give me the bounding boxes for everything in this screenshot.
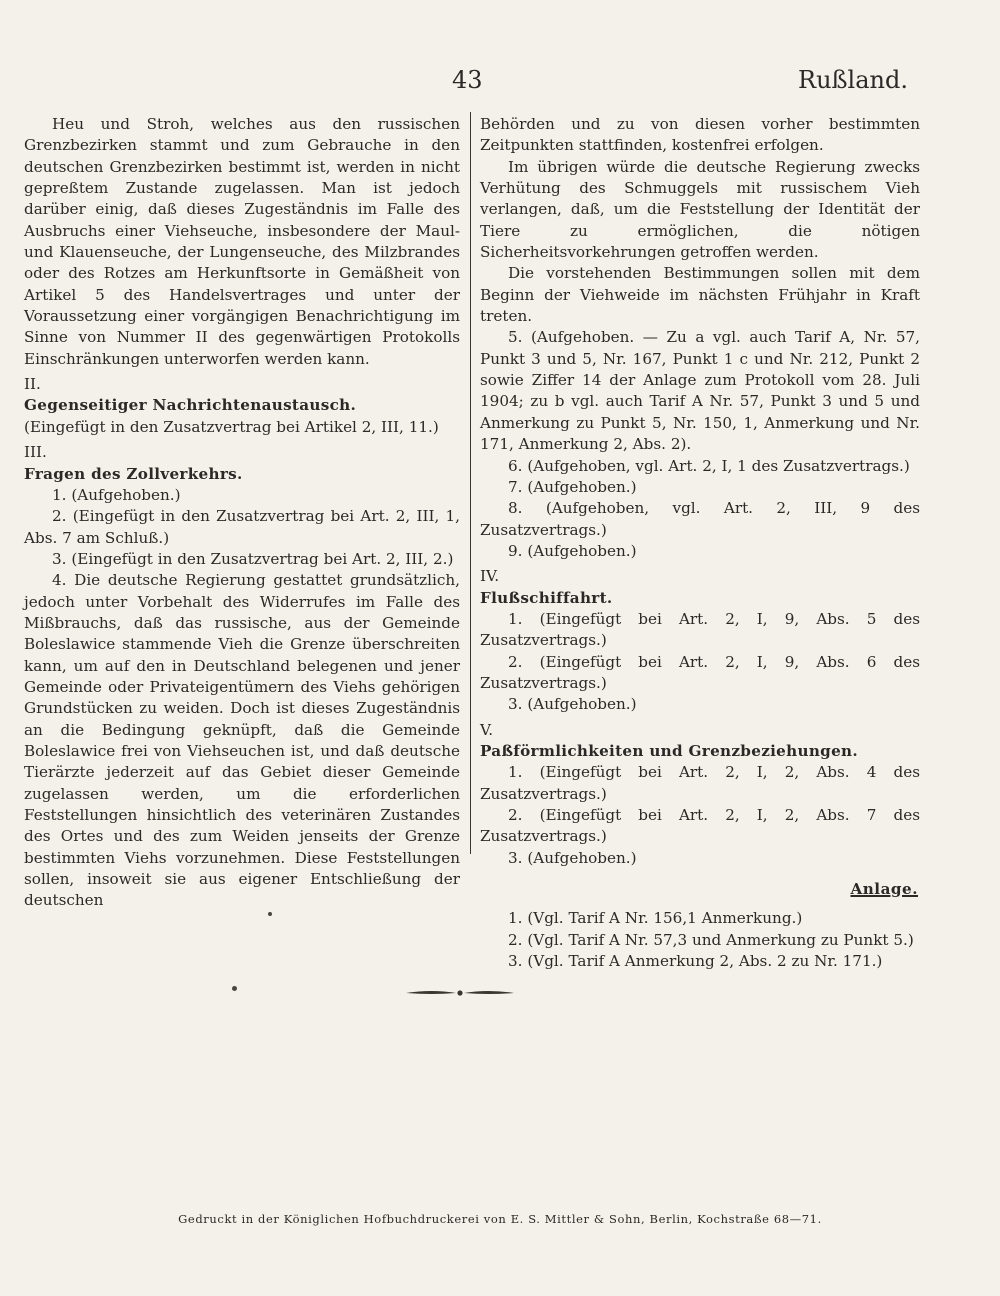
section-numeral-iv: IV. xyxy=(480,567,500,586)
list-item: 7. (Aufgehoben.) xyxy=(508,477,637,496)
list-item: 2. (Eingefügt in den Zusatzvertrag bei Art. 2, III, 1, Abs. 7 am Schluß.) xyxy=(24,507,460,547)
page-number: 43 xyxy=(452,66,483,94)
section-numeral-v: V. xyxy=(480,720,494,739)
paragraph-effective-date: Die vorstehenden Bestimmungen sollen mit dem Beginn der Viehweide im nächsten Frühjahr in Kraft treten. xyxy=(480,264,920,326)
paragraph-smuggling: Im übrigen würde die deutsche Regierung zwecks Verhütung des Schmuggels mit russischem Vieh verlangen, daß, um die Feststellung der Identität der Tiere zu ermöglichen, die nötigen Sicherheitsvorkehrungen getroffen werden. xyxy=(480,157,920,262)
list-item: 8. (Aufgehoben, vgl. Art. 2, III, 9 des Zusatzvertrags.) xyxy=(480,499,920,539)
printer-imprint: Gedruckt in der Königlichen Hofbuchdruckerei von E. S. Mittler & Sohn, Berlin, Kochstraße 68—71. xyxy=(178,1212,822,1226)
paragraph-hay-straw: Heu und Stroh, welches aus den russischen Grenzbezirken stammt und zum Gebrauche in den deutschen Grenzbezirken bestimmt ist, werden in nicht gepreßtem Zustande zugelassen. Man ist jedoch darüber einig, daß dieses Zugeständnis im Falle des Ausbruchs einer Viehseuche, insbesondere der Maul- und Klauenseuche, der Lungenseuche, des Milzbrandes oder des Rotzes am Herkunftsorte in Gemäßheit von Artikel 5 des Handelsvertrages und unter der Voraussetzung einer vorgängigen Benachrichtigung im Sinne von Nummer II des gegenwärtigen Protokolls Einschränkungen unterworfen werden kann. xyxy=(24,115,460,368)
list-item: 2. (Eingefügt bei Art. 2, I, 2, Abs. 7 des Zusatzvertrags.) xyxy=(480,806,920,846)
section-note-ii: (Eingefügt in den Zusatzvertrag bei Artikel 2, III, 11.) xyxy=(24,417,439,436)
list-item: 3. (Eingefügt in den Zusatzvertrag bei Art. 2, III, 2.) xyxy=(52,549,454,568)
list-item: 1. (Vgl. Tarif A Nr. 156,1 Anmerkung.) xyxy=(508,909,803,928)
page-header xyxy=(0,66,1000,100)
list-item: 9. (Aufgehoben.) xyxy=(508,541,637,560)
list-item: 3. (Aufgehoben.) xyxy=(508,848,637,867)
section-numeral-ii: II. xyxy=(24,375,41,394)
list-item: 1. (Eingefügt bei Art. 2, I, 2, Abs. 4 des Zusatzvertrags.) xyxy=(480,763,920,803)
section-title-v: Paßförmlichkeiten und Grenzbeziehungen. xyxy=(480,741,858,760)
list-item: 5. (Aufgehoben. — Zu a vgl. auch Tarif A, Nr. 57, Punkt 3 und 5, Nr. 167, Punkt 1 c und Nr. 212, Punkt 2 sowie Ziffer 14 der Anlage zum Protokoll vom 28. Juli 1904; zu b vgl. auch Tarif A Nr. 57, Punkt 3 und 5 und Anmerkung zu Punkt 5, Nr. 150, 1, Anmerkung und Nr. 171, Anmerkung 2, Abs. 2). xyxy=(480,328,920,454)
list-item: 2. (Eingefügt bei Art. 2, I, 9, Abs. 6 des Zusatzvertrags.) xyxy=(480,652,920,692)
column-divider xyxy=(470,112,471,854)
running-head-country: Rußland. xyxy=(798,66,908,94)
section-title-iv: Flußschiffahrt. xyxy=(480,588,613,607)
list-item: 6. (Aufgehoben, vgl. Art. 2, I, 1 des Zusatzvertrags.) xyxy=(508,456,910,475)
left-column xyxy=(24,114,460,912)
section-title-ii: Gegenseitiger Nachrichtenaustausch. xyxy=(24,396,357,415)
list-item: 2. (Vgl. Tarif A Nr. 57,3 und Anmerkung zu Punkt 5.) xyxy=(508,930,914,949)
list-item: 4. Die deutsche Regierung gestattet grundsätzlich, jedoch unter Vorbehalt des Widerrufes im Falle des Mißbrauchs, daß das russische, aus der Gemeinde Boleslawice stammende Vieh die Grenze überschreiten kann, um auf den in Deutschland belegenen und jener Gemeinde oder Privateigentümern des Viehs gehörigen Grundstücken zu weiden. Doch ist dieses Zugeständnis an die Bedingung geknüpft, daß die Gemeinde Boleslawice frei von Viehseuchen ist, und daß deutsche Tierärzte jederzeit auf das Gebiet dieser Gemeinde zugelassen werden, um die erforderlichen Feststellungen hinsichtlich des veterinären Zustandes des Ortes und des zum Weiden jenseits der Grenze bestimmten Viehs vorzunehmen. Diese Feststellungen sollen, insoweit sie aus eigener Entschließung der deutschen xyxy=(24,571,460,910)
paragraph-continuation: Behörden und zu von diesen vorher bestimmten Zeitpunkten stattfinden, kostenfrei erfolgen. xyxy=(480,115,920,155)
list-item: 3. (Vgl. Tarif A Anmerkung 2, Abs. 2 zu Nr. 171.) xyxy=(508,952,883,971)
section-numeral-iii: III. xyxy=(24,443,47,462)
ink-speck xyxy=(268,912,272,916)
annex-title: Anlage. xyxy=(850,880,918,899)
list-item: 3. (Aufgehoben.) xyxy=(508,695,637,714)
fleuron-ornament-icon xyxy=(404,986,516,1000)
list-item: 1. (Eingefügt bei Art. 2, I, 9, Abs. 5 des Zusatzvertrags.) xyxy=(480,609,920,650)
ink-speck xyxy=(232,986,237,991)
list-item: 1. (Aufgehoben.) xyxy=(52,485,181,504)
section-title-iii: Fragen des Zollverkehrs. xyxy=(24,464,243,483)
right-column xyxy=(480,114,920,972)
